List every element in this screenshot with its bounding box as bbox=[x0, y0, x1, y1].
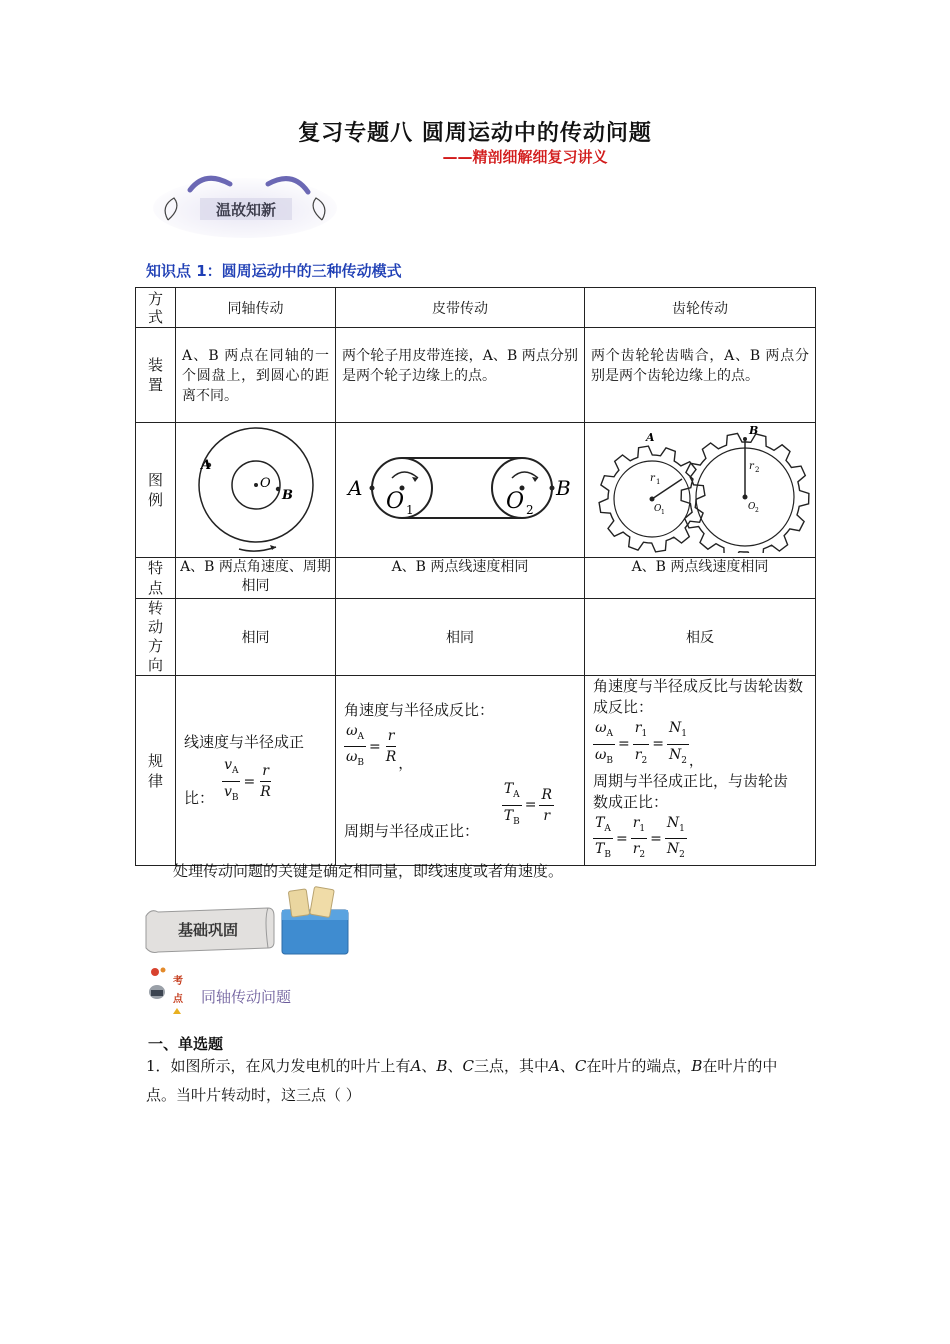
law-belt-text2: 周期与半径成正比： bbox=[344, 821, 480, 840]
law-belt-formula1: $\frac{\omega_A}{\omega_B}$ = $\frac{r}{R}$ ， bbox=[346, 722, 413, 773]
key-note: 处理传动问题的关键是确定相同量，即线速度或者角速度。 bbox=[173, 862, 564, 880]
law-gear-formula2: $\frac{T_A}{T_B}$ = $\frac{r_1}{r_2}$ = $\frac{N_1}{N_2}$ bbox=[595, 814, 685, 861]
page-title: 复习专题八 圆周运动中的传动问题 bbox=[298, 121, 652, 146]
table-row-direction bbox=[136, 599, 816, 676]
row-label-device: 装置 bbox=[136, 328, 176, 423]
gear-label-a: A bbox=[646, 431, 655, 444]
question-1: 1．如图所示，在风力发电机的叶片上有A、B、C三点，其中A、C在叶片的端点，B在叶片的中点。当叶片转动时，这三点（ ） bbox=[146, 1057, 778, 1104]
table-row-figure bbox=[136, 423, 816, 558]
feature-belt: A、B 两点线速度相同 bbox=[336, 558, 585, 599]
gear-label-o2-sub: 2 bbox=[755, 507, 759, 514]
coaxial-diagram bbox=[181, 423, 331, 553]
coaxial-label-o: O bbox=[259, 476, 271, 491]
kaodian-text-kao: 考 bbox=[173, 976, 183, 987]
kaodian-icon bbox=[143, 966, 195, 1022]
table-row-law bbox=[136, 676, 816, 866]
belt-label-o2-sub: 2 bbox=[526, 503, 534, 517]
row-label-direction: 转动方向 bbox=[136, 599, 176, 676]
belt-label-o1: O bbox=[386, 489, 405, 514]
device-gear: 两个齿轮轮齿啮合，A、B 两点分别是两个齿轮边缘上的点。 bbox=[585, 328, 816, 423]
feature-coaxial: A、B 两点角速度、周期相同 bbox=[176, 558, 336, 599]
coaxial-label-b: B bbox=[281, 488, 293, 503]
table-header-row bbox=[136, 288, 816, 328]
law-gear bbox=[585, 676, 816, 866]
belt-diagram bbox=[340, 438, 580, 538]
page-subtitle: ——精剖细解细复习讲义 bbox=[442, 148, 608, 166]
belt-label-o1-sub: 1 bbox=[406, 503, 414, 517]
banner-basic-text: 基础巩固 bbox=[177, 921, 239, 939]
coaxial-label-a: A bbox=[200, 458, 211, 473]
header-gear: 齿轮传动 bbox=[585, 288, 816, 328]
feature-gear: A、B 两点线速度相同 bbox=[585, 558, 816, 599]
header-mode: 方式 bbox=[136, 288, 176, 328]
law-gear-text2: 周期与半径成正比，与齿轮齿 数成正比： bbox=[593, 771, 789, 811]
kaodian-label: 同轴传动问题 bbox=[201, 988, 292, 1006]
figure-gear bbox=[585, 423, 816, 558]
law-belt-formula2: $\frac{T_A}{T_B}$ = $\frac{R}{r}$ bbox=[503, 781, 552, 827]
belt-label-o2: O bbox=[506, 489, 525, 514]
gear-label-o1-sub: 1 bbox=[661, 509, 665, 516]
belt-label-b: B bbox=[556, 476, 571, 500]
section-single-choice: 一、单选题 bbox=[148, 1035, 224, 1053]
law-coaxial-formula: $\frac{v_A}{v_B}$ = $\frac{r}{R}$ bbox=[224, 757, 271, 803]
device-coaxial: A、B 两点在同轴的一个圆盘上，到圆心的距离不同。 bbox=[176, 328, 336, 423]
gear-label-r2: r bbox=[749, 461, 754, 472]
kaodian-text-dian: 点 bbox=[173, 994, 183, 1005]
row-label-feature: 特点 bbox=[136, 558, 176, 599]
banner-basic-graphic bbox=[142, 886, 357, 958]
law-belt-text1: 角速度与半径成反比： bbox=[344, 700, 495, 719]
belt-label-a: A bbox=[348, 476, 363, 500]
figure-belt bbox=[336, 423, 585, 558]
banner-review-graphic bbox=[150, 170, 340, 238]
law-coaxial bbox=[176, 676, 336, 866]
law-gear-text1: 角速度与半径成反比与齿轮齿数成反比： bbox=[593, 677, 804, 716]
gear-diagram bbox=[590, 423, 810, 553]
device-belt: 两个轮子用皮带连接，A、B 两点分别是两个轮子边缘上的点。 bbox=[336, 328, 585, 423]
banner-review-text: 温故知新 bbox=[215, 201, 277, 219]
law-gear-formula1: $\frac{\omega_A}{\omega_B}$ = $\frac{r_1}{r_2}$ = $\frac{N_1}{N_2}$ ， bbox=[595, 720, 703, 770]
knowledge-point-title: 知识点 1：圆周运动中的三种传动模式 bbox=[146, 262, 402, 280]
row-label-figure: 图例 bbox=[136, 423, 176, 558]
table-row-feature bbox=[136, 558, 816, 599]
gear-label-r1: r bbox=[650, 473, 655, 484]
table-row-device bbox=[136, 328, 816, 423]
header-belt: 皮带传动 bbox=[336, 288, 585, 328]
law-coaxial-text1: 线速度与半径成正 bbox=[184, 733, 305, 752]
figure-coaxial bbox=[176, 423, 336, 558]
direction-gear: 相反 bbox=[585, 599, 816, 676]
direction-coaxial: 相同 bbox=[176, 599, 336, 676]
law-belt bbox=[336, 676, 585, 866]
gear-label-r2-sub: 2 bbox=[755, 466, 760, 474]
gear-label-r1-sub: 1 bbox=[656, 478, 661, 486]
header-coaxial: 同轴传动 bbox=[176, 288, 336, 328]
gear-label-o2: O bbox=[748, 502, 756, 512]
gear-label-b: B bbox=[749, 424, 759, 437]
law-coaxial-text2: 比： bbox=[184, 788, 215, 807]
transmission-table bbox=[135, 287, 816, 866]
row-label-law: 规律 bbox=[136, 676, 176, 866]
direction-belt: 相同 bbox=[336, 599, 585, 676]
gear-label-o1: O bbox=[654, 504, 662, 514]
